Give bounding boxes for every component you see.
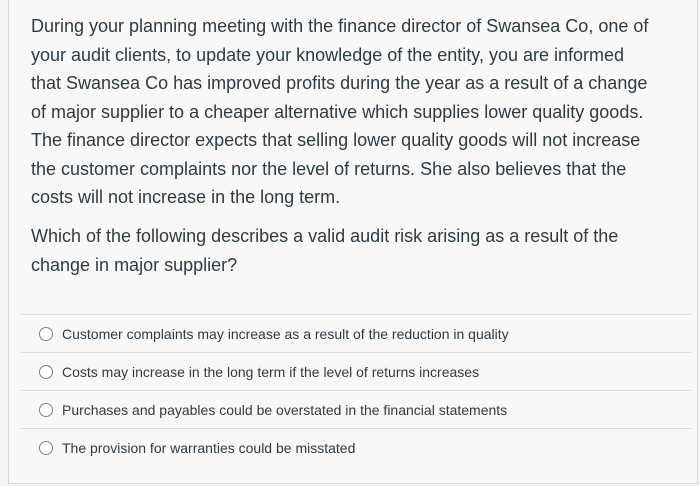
question-card bbox=[8, 0, 698, 484]
answer-option-4[interactable] bbox=[21, 428, 691, 466]
question-line: costs will not increase in the long term. bbox=[31, 187, 341, 207]
answer-label: Customer complaints may increase as a result of the reduction in quality bbox=[62, 325, 509, 342]
answer-list bbox=[21, 314, 691, 466]
radio-button[interactable] bbox=[39, 365, 53, 379]
answer-option-2[interactable] bbox=[21, 352, 691, 390]
prompt-line: Which of the following describes a valid audit risk arising as a result of the bbox=[31, 226, 619, 246]
question-line: of major supplier to a cheaper alternative which supplies lower quality goods. bbox=[31, 101, 644, 122]
question-line: the customer complaints nor the level of returns. She also believes that the bbox=[31, 158, 627, 179]
question-text bbox=[31, 12, 681, 212]
answer-label: The provision for warranties could be misstated bbox=[62, 439, 356, 456]
answer-label: Purchases and payables could be overstated in the financial statements bbox=[62, 401, 508, 418]
answer-label: Costs may increase in the long term if the level of returns increases bbox=[62, 363, 480, 380]
question-line: that Swansea Co has improved profits during the year as a result of a change bbox=[31, 73, 648, 93]
radio-button[interactable] bbox=[39, 441, 53, 455]
answer-option-1[interactable] bbox=[21, 314, 691, 352]
prompt-line: change in major supplier? bbox=[31, 254, 238, 275]
question-line: your audit clients, to update your knowledge of the entity, you are informed bbox=[31, 44, 625, 65]
radio-button[interactable] bbox=[39, 327, 53, 341]
radio-button[interactable] bbox=[39, 403, 53, 417]
question-line: The finance director expects that selling lower quality goods will not increase bbox=[31, 130, 641, 150]
question-prompt bbox=[31, 222, 681, 279]
question-line: During your planning meeting with the finance director of Swansea Co, one of bbox=[31, 16, 649, 36]
answer-option-3[interactable] bbox=[21, 390, 691, 428]
